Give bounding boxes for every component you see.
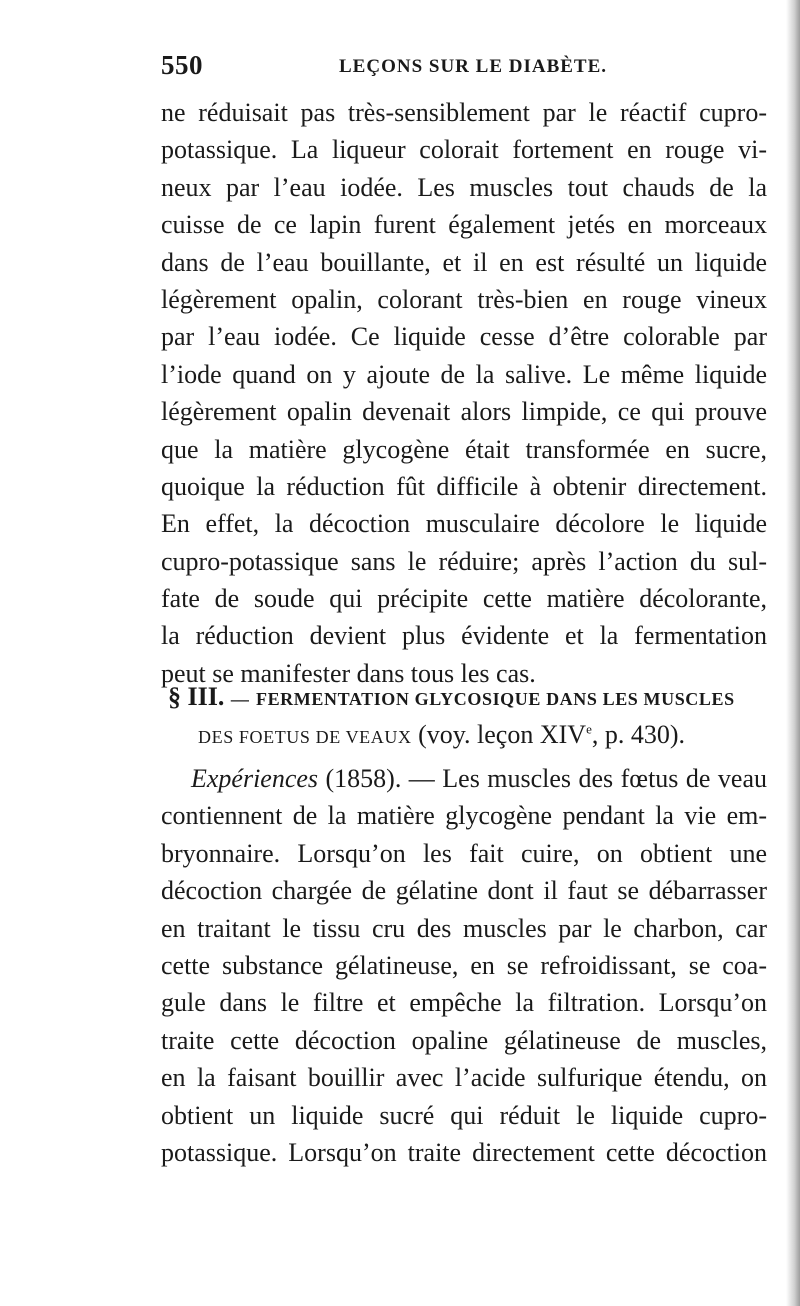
running-head <box>161 50 767 86</box>
reference-superscript: e <box>586 721 592 737</box>
text-line: neux par l’eau iodée. Les muscles tout chauds de la <box>161 172 767 202</box>
page-number: 550 <box>161 50 203 80</box>
section-heading <box>161 678 767 754</box>
reference-end: , p. 430). <box>591 720 686 749</box>
text-line: cette substance gélatineuse, en se refroidissant, se coa- <box>161 950 767 980</box>
text-line-lead <box>161 760 767 797</box>
running-title: LEÇONS SUR LE DIABÈTE. <box>339 56 608 77</box>
section-reference <box>418 720 685 749</box>
text-line: potassique. Lorsqu’on traite directement cette décoction <box>161 1137 767 1167</box>
text-line: cupro-potassique sans le réduire; après l’action du sul- <box>161 546 767 576</box>
text-line: peut se manifester dans tous les cas. <box>161 658 536 688</box>
section-title-line-1: FERMENTATION GLYCOSIQUE DANS LES MUSCLES <box>255 689 735 709</box>
text-line: par l’eau iodée. Ce liquide cesse d’être colorable par <box>161 322 767 352</box>
text-line: potassique. La liqueur colorait fortement en rouge vi- <box>161 135 767 165</box>
text-line: en la faisant bouillir avec l’acide sulfurique étendu, on <box>161 1063 767 1093</box>
section-title-line-2: DES FOETUS DE VEAUX <box>198 727 412 747</box>
section-heading-line-2 <box>198 716 767 754</box>
text-line: la réduction devient plus évidente et la fermentation <box>161 621 767 651</box>
text-line: quoique la réduction fût difficile à obtenir directement. <box>161 471 767 501</box>
text-line: gule dans le filtre et empêche la filtration. Lorsqu’on <box>161 988 767 1018</box>
text-line: décoction chargée de gélatine dont il faut se débarrasser <box>161 876 767 906</box>
lead-italic: Expériences <box>191 764 319 793</box>
lead-rest: (1858). — Les muscles des fœtus de veau <box>318 764 767 793</box>
text-line: dans de l’eau bouillante, et il en est résulté un liquide <box>161 247 767 277</box>
text-line: l’iode quand on y ajoute de la salive. Le même liquide <box>161 359 767 389</box>
section-heading-line-1 <box>168 678 767 716</box>
reference-start: (voy. leçon XIV <box>418 720 587 749</box>
text-line: cuisse de ce lapin furent également jetés en morceaux <box>161 210 767 240</box>
text-line: obtient un liquide sucré qui réduit le liquide cupro- <box>161 1100 767 1130</box>
text-line: contiennent de la matière glycogène pendant la vie em- <box>161 801 767 831</box>
text-line: légèrement opalin, colorant très-bien en rouge vineux <box>161 284 767 314</box>
text-line: ne réduisait pas très-sensiblement par le réactif cupro- <box>161 98 767 127</box>
paragraph-1 <box>161 94 767 692</box>
text-line: En effet, la décoction musculaire décolore le liquide <box>161 509 767 539</box>
text-line: que la matière glycogène était transformée en sucre, <box>161 434 767 464</box>
text-line: traite cette décoction opaline gélatineuse de muscles, <box>161 1025 767 1055</box>
section-mark: § III. <box>168 682 225 711</box>
section-dash: — <box>230 689 250 709</box>
page-edge-shadow <box>786 0 800 1306</box>
paragraph-2 <box>161 760 767 1171</box>
text-line: en traitant le tissu cru des muscles par le charbon, car <box>161 913 767 943</box>
text-line: légèrement opalin devenait alors limpide, ce qui prouve <box>161 397 767 427</box>
text-line: fate de soude qui précipite cette matière décolorante, <box>161 584 767 614</box>
text-line: bryonnaire. Lorsqu’on les fait cuire, on obtient une <box>161 838 767 868</box>
